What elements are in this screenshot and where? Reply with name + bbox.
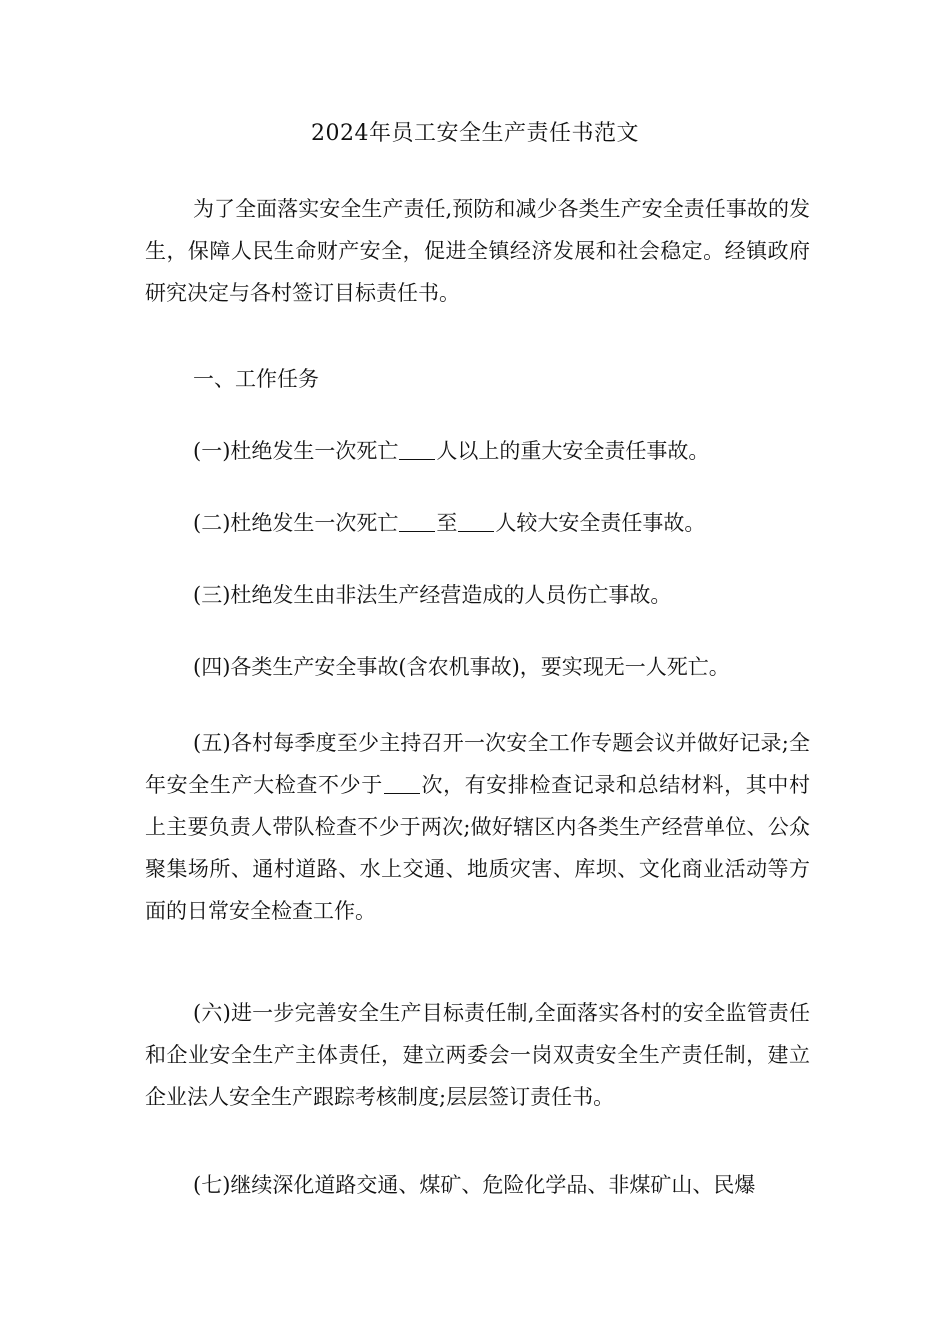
task-item-4: (四)各类生产安全事故(含农机事故)，要实现无一人死亡。: [193, 655, 730, 679]
section-heading-work-tasks: 一、工作任务: [193, 367, 319, 391]
task-item-2: [145, 502, 810, 544]
task-item-6: (六)进一步完善安全生产目标责任制,全面落实各村的安全监管责任和企业安全生产主体责任，建立两委会一岗双责安全生产责任制，建立企业法人安全生产跟踪考核制度;层层签订责任书。: [145, 1001, 810, 1109]
fill-in-blank: [384, 772, 420, 794]
task-item-5-text-b: 次，有安排检查记录和总结材料，其中村上主要负责人带队检查不少于两次;做好辖区内各类生产经营单位、公众聚集场所、通村道路、水上交通、地质灾害、库坝、文化商业活动等方面的日常安全检查工作。: [145, 773, 810, 923]
document-title: 2024年员工安全生产责任书范文: [311, 121, 639, 146]
task-item-2-text-b: 至: [436, 511, 458, 535]
fill-in-blank: [399, 510, 435, 532]
task-item-2-text-c: 人较大安全责任事故。: [495, 511, 706, 535]
fill-in-blank: [399, 438, 435, 460]
task-item-7: (七)继续深化道路交通、煤矿、危险化学品、非煤矿山、民爆: [193, 1173, 756, 1197]
task-item-5: [145, 722, 810, 932]
task-item-2-text-a: (二)杜绝发生一次死亡: [193, 511, 399, 535]
task-item-1-text-b: 人以上的重大安全责任事故。: [436, 439, 710, 463]
intro-paragraph: 为了全面落实安全生产责任,预防和减少各类生产安全责任事故的发生，保障人民生命财产安全，促进全镇经济发展和社会稳定。经镇政府研究决定与各村签订目标责任书。: [145, 197, 810, 305]
task-item-1-text-a: (一)杜绝发生一次死亡: [193, 439, 399, 463]
fill-in-blank: [458, 510, 494, 532]
task-item-5-text-a: (五)各村每季度至少主持召开一次安全工作专题会议并做好记录;全年安全生产大检查不少于: [145, 731, 810, 797]
task-item-1: [145, 430, 810, 472]
task-item-3: (三)杜绝发生由非法生产经营造成的人员伤亡事故。: [193, 583, 672, 607]
